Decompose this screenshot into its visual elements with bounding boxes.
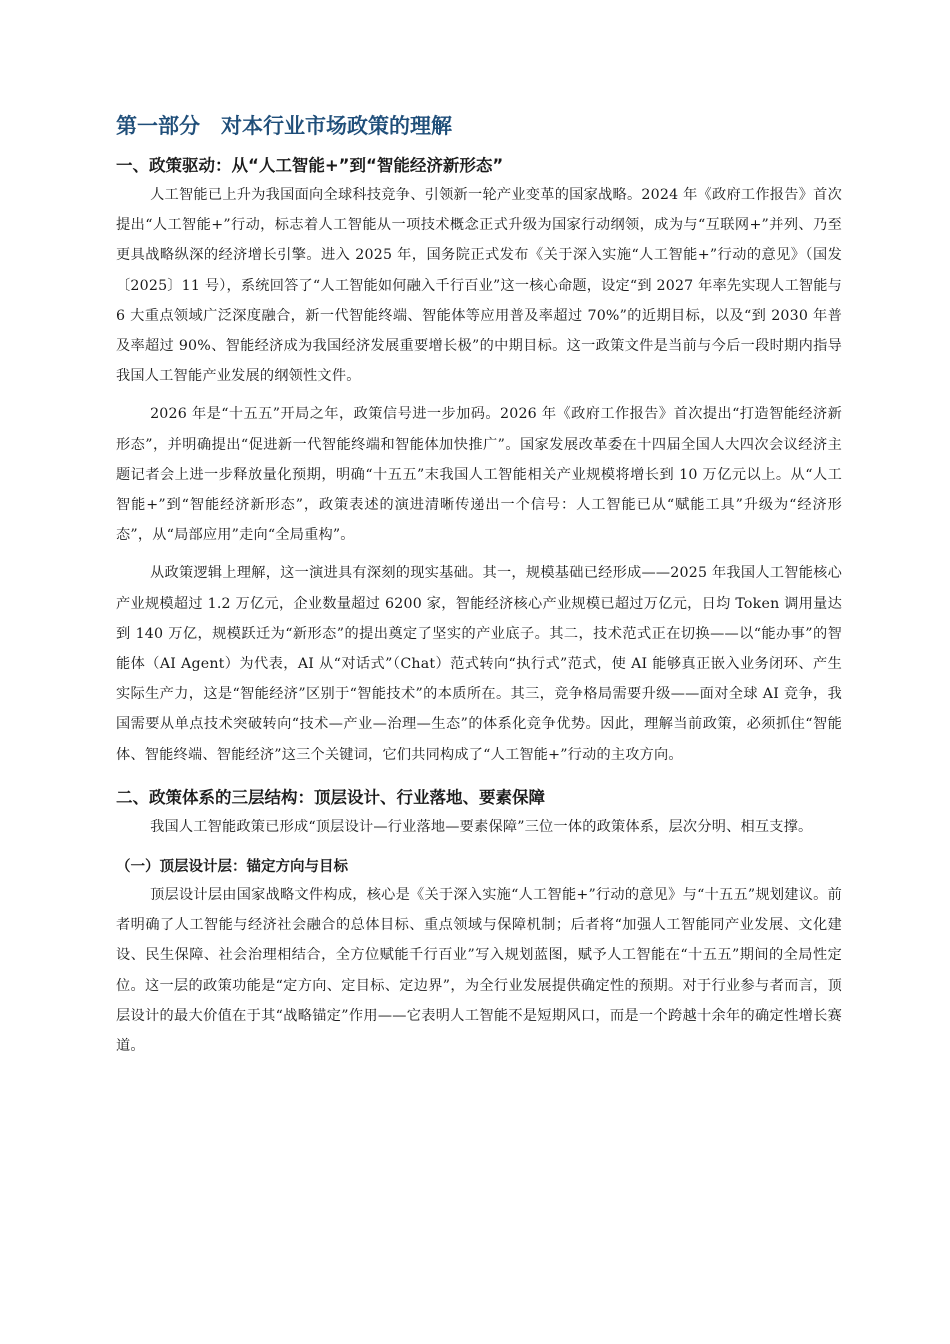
section1-paragraph-1: 人工智能已上升为我国面向全球科技竞争、引领新一轮产业变革的国家战略。2024 年《政府工作报告》首次提出“人工智能+”行动，标志着人工智能从一项技术概念正式升级为国家行动纲领，成为与“互联网+”并列、乃至更具战略纵深的经济增长引擎。进入 2025 年，国务院正式发布《关于深入实施“人工智能+”行动的意见》（国发〔2025〕11 号），系统回答了“人工智能如何融入千行百业”这一核心命题，设定“到 2027 年率先实现人工智能与 6 大重点领域广泛深度融合，新一代智能终端、智能体等应用普及率超过 70%”的近期目标，以及“到 2030 年普及率超过 90%、智能经济成为我国经济发展重要增长极”的中期目标。这一政策文件是当前与今后一段时期内指导我国人工智能产业发展的纲领性文件。 xyxy=(116,187,842,385)
section1-paragraph-3: 从政策逻辑上理解，这一演进具有深刻的现实基础。其一，规模基础已经形成——2025 年我国人工智能核心产业规模超过 1.2 万亿元，企业数量超过 6200 家，智能经济核心产业规模已超过万亿元，日均 Token 调用量达到 140 万亿，规模跃迁为“新形态”的提出奠定了坚实的产业底子。其二，技术范式正在切换——以“能办事”的智能体（AI Agent）为代表，AI 从“对话式”（Chat）范式转向“执行式”范式，使 AI 能够真正嵌入业务闭环、产生实际生产力，这是“智能经济”区别于“智能技术”的本质所在。其三，竞争格局需要升级——面对全球 AI 竞争，我国需要从单点技术突破转向“技术—产业—治理—生态”的体系化竞争优势。因此，理解当前政策，必须抓住“智能体、智能终端、智能经济”这三个关键词，它们共同构成了“人工智能+”行动的主攻方向。 xyxy=(116,565,842,763)
section2-intro: 我国人工智能政策已形成“顶层设计—行业落地—要素保障”三位一体的政策体系，层次分明、相互支撑。 xyxy=(150,818,813,835)
subsection1-paragraph: 顶层设计层由国家战略文件构成，核心是《关于深入实施“人工智能+”行动的意见》与“十五五”规划建议。前者明确了人工智能与经济社会融合的总体目标、重点领域与保障机制；后者将“加强人工智能同产业发展、文化建设、民生保障、社会治理相结合，全方位赋能千行百业”写入规划蓝图，赋予人工智能在“十五五”期间的全局性定位。这一层的政策功能是“定方向、定目标、定边界”，为全行业发展提供确定性的预期。对于行业参与者而言，顶层设计的最大价值在于其“战略锚定”作用——它表明人工智能不是短期风口，而是一个跨越十余年的确定性增长赛道。 xyxy=(116,887,842,1055)
section1-heading: 一、政策驱动：从“人工智能+”到“智能经济新形态” xyxy=(116,156,504,175)
part-title: 第一部分 对本行业市场政策的理解 xyxy=(116,114,452,138)
section2-heading: 二、政策体系的三层结构：顶层设计、行业落地、要素保障 xyxy=(116,787,545,807)
section1-paragraph-2: 2026 年是“十五五”开局之年，政策信号进一步加码。2026 年《政府工作报告》首次提出“打造智能经济新形态”，并明确提出“促进新一代智能终端和智能体加快推广”。国家发展改革委在十四届全国人大四次会议经济主题记者会上进一步释放量化预期，明确“十五五”末我国人工智能相关产业规模将增长到 10 万亿元以上。从“人工智能+”到“智能经济新形态”，政策表述的演进清晰传递出一个信号：人工智能已从“赋能工具”升级为“经济形态”，从“局部应用”走向“全局重构”。 xyxy=(116,406,842,544)
subsection1-heading: （一）顶层设计层：锚定方向与目标 xyxy=(116,859,348,876)
